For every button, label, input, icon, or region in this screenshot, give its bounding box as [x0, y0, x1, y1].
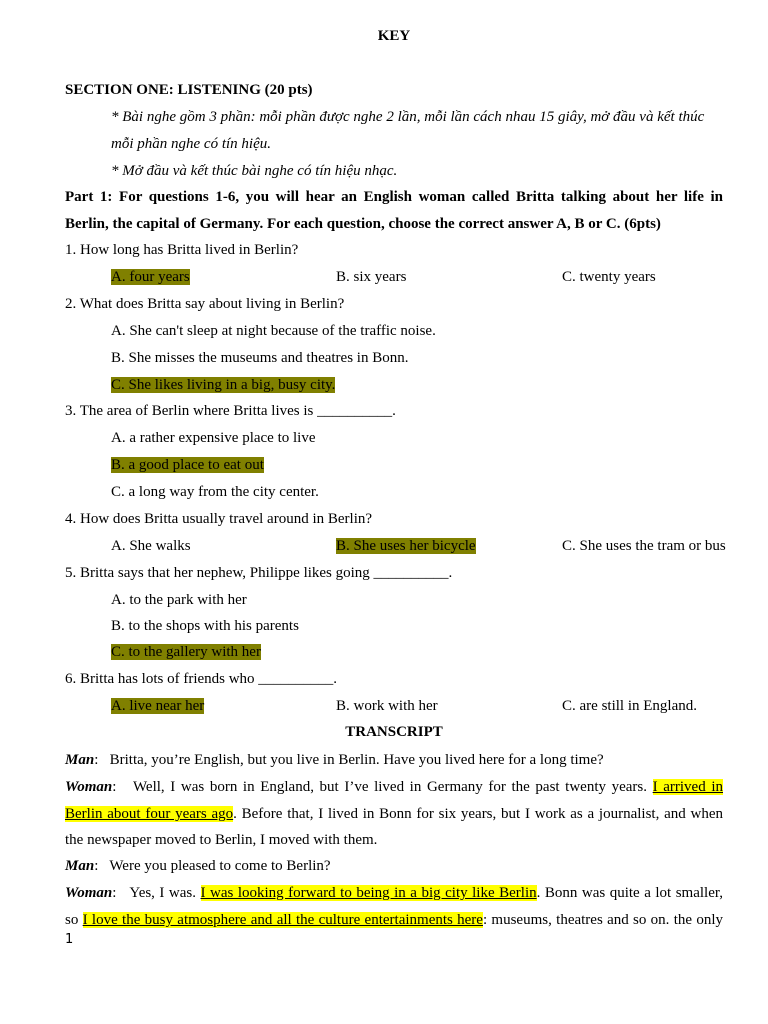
transcript-line: the newspaper moved to Berlin, I moved with them. [65, 832, 378, 848]
highlighted-text: Berlin about four years ago [65, 806, 234, 822]
answer-option: B. She misses the museums and theatres in Bonn. [111, 350, 409, 366]
transcript-line: Man: Were you pleased to come to Berlin? [65, 858, 331, 874]
highlighted-text: I was looking forward to being in a big city like Berlin [200, 885, 537, 901]
transcript-text: . Bonn was quite a lot smaller, [536, 885, 723, 901]
note-line: mỗi phần nghe có tín hiệu. [111, 136, 271, 152]
page-title: KEY [377, 28, 411, 44]
answer-option: B. six years [336, 269, 407, 285]
transcript-line: Woman: Yes, I was. I was looking forward to being in a big city like Berlin. Bonn was quite a lot smaller, [65, 885, 723, 901]
answer-option-correct: C. to the gallery with her [111, 644, 261, 660]
answer-option: C. are still in England. [562, 698, 697, 714]
highlighted-text: I arrived in [652, 779, 723, 795]
transcript-text: so [65, 912, 79, 928]
transcript-text: Yes, I was. [129, 885, 197, 901]
answer-option: C. She uses the tram or bus [562, 538, 726, 554]
part-instructions: Berlin, the capital of Germany. For each question, choose the correct answer A, B or C. (6pts) [65, 216, 661, 232]
transcript-text: Were you pleased to come to Berlin? [109, 858, 331, 874]
answer-option-correct: A. live near her [111, 698, 205, 714]
answer-option: C. twenty years [562, 269, 656, 285]
question: 4. How does Britta usually travel around in Berlin? [65, 511, 373, 527]
transcript-line [65, 805, 723, 823]
transcript-line [65, 911, 723, 929]
answer-option-correct: B. a good place to eat out [111, 457, 264, 473]
transcript-text: Britta, you’re English, but you live in Berlin. Have you lived here for a long time? [109, 752, 604, 768]
transcript-line: Man: Britta, you’re English, but you live in Berlin. Have you lived here for a long time? [65, 752, 604, 768]
part-instructions: Part 1: For questions 1-6, you will hear an English woman called Britta talking about her life in [65, 189, 723, 205]
transcript-text: : museums, theatres and so on. the only [482, 912, 724, 928]
question: 1. How long has Britta lived in Berlin? [65, 242, 299, 258]
speaker-label: Man [65, 858, 95, 874]
transcript-heading: TRANSCRIPT [345, 724, 443, 740]
answer-option: B. work with her [336, 698, 438, 714]
answer-option-correct: A. four years [111, 269, 190, 285]
note-line: * Mở đầu và kết thúc bài nghe có tín hiệu nhạc. [111, 163, 398, 179]
section-title: SECTION ONE: LISTENING (20 pts) [65, 82, 313, 98]
question: 6. Britta has lots of friends who __________. [65, 671, 338, 687]
question: 3. The area of Berlin where Britta lives is __________. [65, 403, 396, 419]
speaker-label: Man [65, 752, 95, 768]
question: 5. Britta says that her nephew, Philippe likes going __________. [65, 565, 453, 581]
answer-option-correct: C. She likes living in a big, busy city. [111, 377, 336, 393]
answer-option: B. to the shops with his parents [111, 618, 299, 634]
answer-option: A. to the park with her [111, 592, 247, 608]
transcript-text: Well, I was born in England, but I’ve lived in Germany for the past twenty years. [132, 779, 648, 795]
answer-option: A. a rather expensive place to live [111, 430, 316, 446]
transcript-text: . Before that, I lived in Bonn for six years, but I work as a journalist, and when [233, 806, 723, 822]
note-line: * Bài nghe gồm 3 phần: mỗi phần được nghe 2 lần, mỗi lần cách nhau 15 giây, mở đầu và kết thúc [111, 109, 705, 125]
page-number: 1 [65, 932, 74, 947]
answer-option: C. a long way from the city center. [111, 484, 319, 500]
speaker-label: Woman [65, 885, 113, 901]
speaker-label: Woman [65, 779, 113, 795]
answer-option: A. She can't sleep at night because of the traffic noise. [111, 323, 436, 339]
transcript-line: Woman: Well, I was born in England, but I’ve lived in Germany for the past twenty years. I arrived in [65, 779, 723, 795]
question: 2. What does Britta say about living in Berlin? [65, 296, 345, 312]
answer-option: A. She walks [111, 538, 191, 554]
highlighted-text: I love the busy atmosphere and all the culture entertainments here [82, 912, 483, 928]
answer-option-correct: B. She uses her bicycle [336, 538, 476, 554]
